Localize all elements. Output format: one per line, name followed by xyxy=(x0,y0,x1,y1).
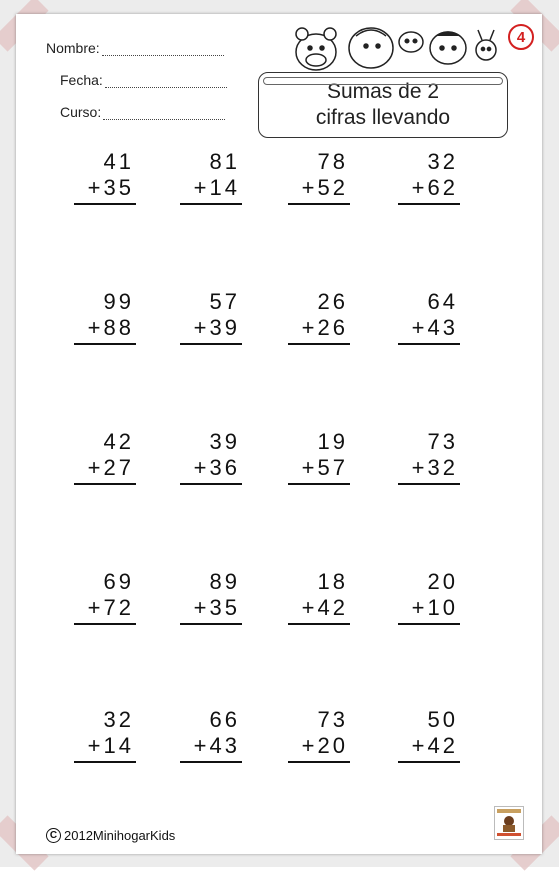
addend-bottom: +39 xyxy=(193,315,240,340)
date-line[interactable] xyxy=(105,75,227,88)
addition-problem xyxy=(398,707,458,759)
addition-problem xyxy=(180,707,240,759)
sum-line xyxy=(288,343,350,345)
page-number-badge: 4 xyxy=(508,24,534,50)
sum-line xyxy=(74,483,136,485)
addition-problem xyxy=(180,569,240,621)
minihogar-kids-logo-icon xyxy=(494,806,524,840)
addend-top: 81 xyxy=(209,149,240,174)
addition-problem xyxy=(74,429,134,481)
addend-bottom: +57 xyxy=(301,455,348,480)
sum-line xyxy=(74,623,136,625)
addend-bottom: +20 xyxy=(301,733,348,758)
addend-bottom: +32 xyxy=(411,455,458,480)
addition-problem xyxy=(180,289,240,341)
sum-line xyxy=(398,483,460,485)
addend-bottom: +43 xyxy=(193,733,240,758)
title-box-bar xyxy=(263,77,503,85)
addend-bottom: +10 xyxy=(411,595,458,620)
addend-top: 69 xyxy=(103,569,134,594)
title-line-1: Sumas de 2 xyxy=(326,80,440,103)
addend-bottom: +42 xyxy=(411,733,458,758)
sum-line xyxy=(288,623,350,625)
addition-problem xyxy=(398,149,458,201)
addition-problem xyxy=(288,429,348,481)
addend-top: 42 xyxy=(103,429,134,454)
addend-bottom: +14 xyxy=(87,733,134,758)
addend-bottom: +88 xyxy=(87,315,134,340)
sum-line xyxy=(74,761,136,763)
addend-top: 32 xyxy=(427,149,458,174)
sum-line xyxy=(398,623,460,625)
name-field[interactable] xyxy=(46,40,224,56)
addition-problem xyxy=(180,429,240,481)
name-label: Nombre: xyxy=(46,40,100,56)
addend-top: 73 xyxy=(317,707,348,732)
date-field[interactable] xyxy=(60,72,227,88)
addition-problem xyxy=(288,149,348,201)
cartoon-animals-icon xyxy=(286,22,506,78)
sum-line xyxy=(180,343,242,345)
addition-problem xyxy=(288,289,348,341)
sum-line xyxy=(398,203,460,205)
addend-bottom: +14 xyxy=(193,175,240,200)
addition-problem xyxy=(74,707,134,759)
copyright-notice xyxy=(46,828,175,843)
addend-bottom: +42 xyxy=(301,595,348,620)
addend-bottom: +72 xyxy=(87,595,134,620)
addend-bottom: +62 xyxy=(411,175,458,200)
addend-bottom: +35 xyxy=(87,175,134,200)
addend-bottom: +43 xyxy=(411,315,458,340)
addend-bottom: +52 xyxy=(301,175,348,200)
addend-top: 99 xyxy=(103,289,134,314)
addend-bottom: +35 xyxy=(193,595,240,620)
addend-top: 73 xyxy=(427,429,458,454)
addend-top: 78 xyxy=(317,149,348,174)
addend-bottom: +36 xyxy=(193,455,240,480)
addition-problem xyxy=(288,569,348,621)
copyright-text: 2012MinihogarKids xyxy=(64,828,176,843)
addend-bottom: +26 xyxy=(301,315,348,340)
addition-problem xyxy=(398,289,458,341)
sum-line xyxy=(288,483,350,485)
sum-line xyxy=(398,343,460,345)
class-line[interactable] xyxy=(103,107,225,120)
addend-top: 19 xyxy=(317,429,348,454)
addition-problem xyxy=(74,149,134,201)
class-label: Curso: xyxy=(60,104,102,120)
addend-bottom: +27 xyxy=(87,455,134,480)
sum-line xyxy=(180,623,242,625)
addend-top: 18 xyxy=(317,569,348,594)
addition-problem xyxy=(288,707,348,759)
sum-line xyxy=(288,203,350,205)
addend-top: 89 xyxy=(209,569,240,594)
date-label: Fecha: xyxy=(60,72,103,88)
copyright-icon: C xyxy=(46,828,61,843)
addend-top: 66 xyxy=(209,707,240,732)
addend-top: 41 xyxy=(103,149,134,174)
sum-line xyxy=(74,343,136,345)
sum-line xyxy=(180,761,242,763)
title-line-2: cifras llevando xyxy=(315,106,451,129)
class-field[interactable] xyxy=(60,104,225,120)
addition-problem xyxy=(398,429,458,481)
title-box xyxy=(258,72,508,138)
name-line[interactable] xyxy=(102,43,224,56)
addition-problem xyxy=(74,569,134,621)
addend-top: 20 xyxy=(427,569,458,594)
addend-top: 39 xyxy=(209,429,240,454)
sum-line xyxy=(288,761,350,763)
addend-top: 64 xyxy=(427,289,458,314)
sum-line xyxy=(180,203,242,205)
addition-problem xyxy=(180,149,240,201)
addend-top: 57 xyxy=(209,289,240,314)
sum-line xyxy=(74,203,136,205)
addend-top: 32 xyxy=(103,707,134,732)
addend-top: 50 xyxy=(427,707,458,732)
addition-problem xyxy=(398,569,458,621)
addition-problem xyxy=(74,289,134,341)
addend-top: 26 xyxy=(317,289,348,314)
sum-line xyxy=(398,761,460,763)
sum-line xyxy=(180,483,242,485)
